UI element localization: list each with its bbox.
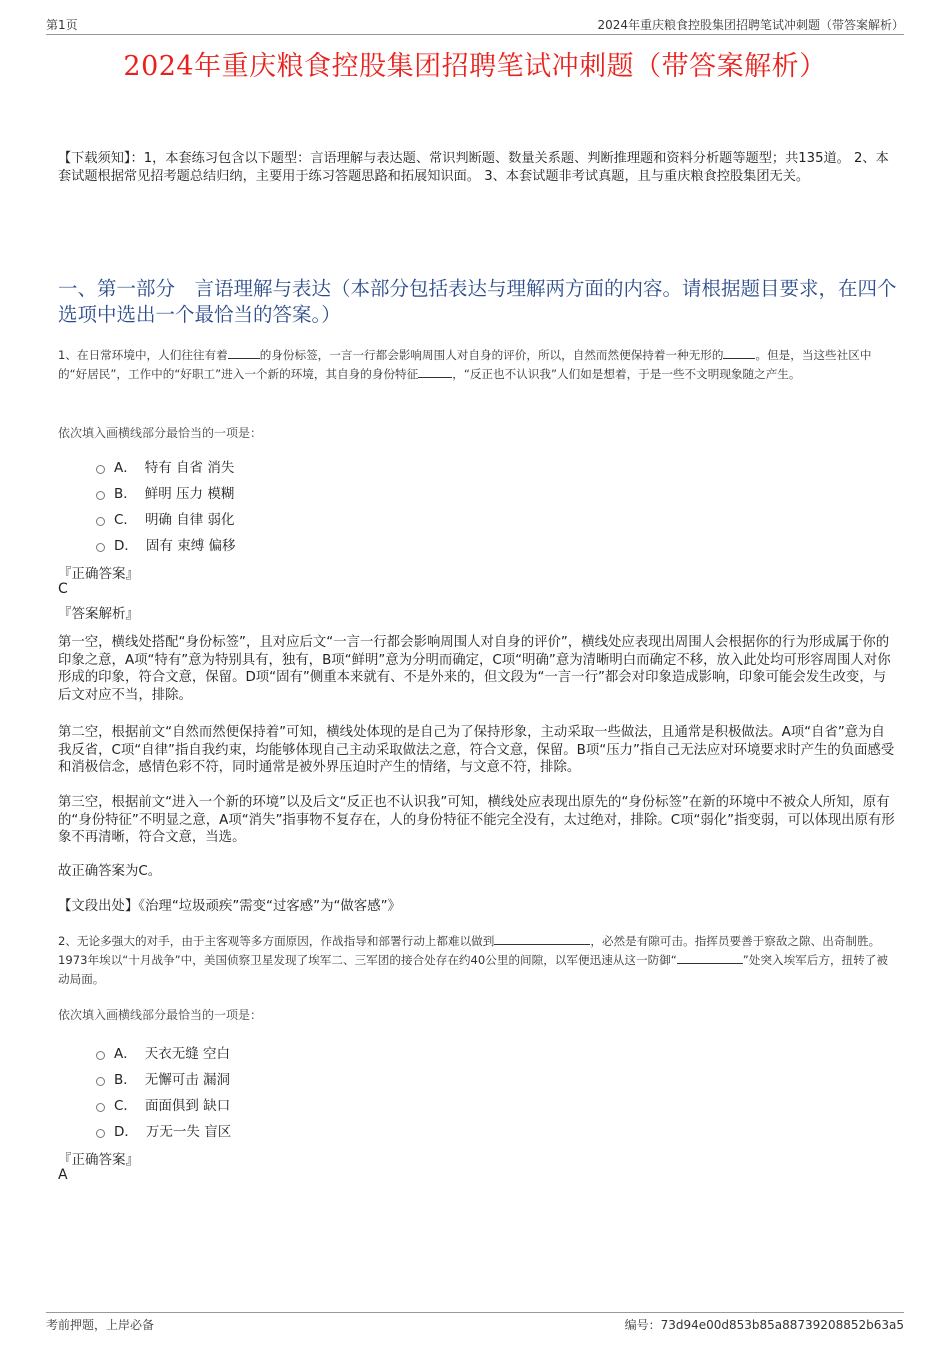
radio-icon[interactable] — [96, 1103, 105, 1112]
option-b[interactable] — [96, 1065, 231, 1091]
option-text: 万无一失 盲区 — [145, 1124, 232, 1140]
option-text: 无懈可击 漏洞 — [144, 1072, 231, 1088]
q2-text-part: ”处突入埃军后方，扭转了被动局面。 — [58, 953, 888, 986]
section-heading: 一、第一部分 言语理解与表达（本部分包括表达与理解两方面的内容。请根据题目要求，在四个选项中选出一个最恰当的答案。） — [58, 277, 897, 326]
q2-text-part: ，必然是有隙可击。指挥员要善于察敌之隙、出奇制胜。1973年埃以“十月战争”中，美国侦察卫星发现了埃军二、三军团的接合处存在约40公里的间隙，以军便迅速从这一防御“ — [58, 934, 881, 967]
page-header — [46, 14, 904, 35]
option-a[interactable] — [96, 1039, 231, 1065]
option-text: 明确 自律 弱化 — [144, 512, 235, 528]
q1-text-part: 。但是，当这些社区中的“好居民”，工作中的“好职工”进入一个新的环境，其自身的身份特征 — [58, 348, 872, 381]
correct-answer: A — [58, 1167, 68, 1183]
analysis-conclusion: 故正确答案为C。 — [58, 864, 162, 879]
option-text: 固有 束缚 偏移 — [145, 538, 236, 554]
option-a[interactable] — [96, 453, 236, 479]
option-text: 鲜明 压力 模糊 — [144, 486, 235, 502]
fill-blank — [418, 365, 452, 378]
analysis-paragraph-2: 第二空，根据前文“自然而然便保持着”可知，横线处体现的是自己为了保持形象，主动采取一些做法，且通常是积极做法。A项“自省”意为自我反省，C项“自律”指自我约束，均能够体现自己主动采取做法之意，符合文意，保留。B项“压力”指自己无法应对环境要求时产生的负面感受和消极信念，感情色彩不符，同时通常是被外界压迫时产生的情绪，与文意不符，排除。 — [58, 725, 895, 775]
fill-blank — [723, 346, 755, 359]
radio-icon[interactable] — [96, 491, 105, 500]
q1-text-part: 1、在日常环境中，人们往往有着 — [58, 348, 228, 362]
option-c[interactable] — [96, 505, 236, 531]
option-text: 天衣无缝 空白 — [144, 1046, 231, 1062]
radio-icon[interactable] — [96, 543, 105, 552]
source-citation: 【文段出处】《治理“垃圾顽疾”需变“过客感”为“做客感”》 — [58, 899, 401, 914]
option-c[interactable] — [96, 1091, 231, 1117]
page-number: 第1页 — [46, 18, 78, 32]
option-text: 特有 自省 消失 — [144, 460, 235, 476]
download-notice: 【下载须知】：1，本套练习包含以下题型：言语理解与表达题、常识判断题、数量关系题、判断推理题和资料分析题等题型；共135道。 2、本套试题根据常见招考题总结归纳，主要用于练习答题思路和拓展知识面。 3、本套试题非考试真题，且与重庆粮食控股集团无关。 — [58, 151, 889, 184]
radio-icon[interactable] — [96, 1129, 105, 1138]
question-1-options — [96, 453, 236, 557]
radio-icon[interactable] — [96, 1077, 105, 1086]
option-letter: A． — [114, 1046, 137, 1062]
option-letter: A． — [114, 460, 137, 476]
radio-icon[interactable] — [96, 1051, 105, 1060]
page-title: 2024年重庆粮食控股集团招聘笔试冲刺题（带答案解析） — [123, 51, 827, 82]
fill-blank — [677, 951, 743, 964]
option-letter: D． — [114, 538, 138, 554]
option-letter: B． — [114, 486, 137, 502]
option-d[interactable] — [96, 1117, 231, 1143]
option-letter: C． — [114, 1098, 137, 1114]
q1-text-part: ，“反正也不认识我”人们如是想着，于是一些不文明现象随之产生。 — [452, 367, 801, 381]
q2-text-part: 2、无论多强大的对手，由于主客观等多方面原因，作战指导和部署行动上都难以做到 — [58, 934, 495, 948]
question-1-instruction: 依次填入画横线部分最恰当的一项是： — [58, 426, 263, 440]
option-d[interactable] — [96, 531, 236, 557]
option-letter: C． — [114, 512, 137, 528]
question-2-options — [96, 1039, 231, 1143]
option-text: 面面俱到 缺口 — [144, 1098, 231, 1114]
fill-blank — [228, 346, 260, 359]
correct-answer: C — [58, 581, 68, 597]
option-letter: D． — [114, 1124, 138, 1140]
option-b[interactable] — [96, 479, 236, 505]
question-2-stem — [58, 932, 898, 989]
footer-slogan: 考前押题，上岸必备 — [46, 1318, 155, 1332]
answer-tag: 『正确答案』 — [58, 1152, 139, 1168]
q1-text-part: 的身份标签，一言一行都会影响周围人对自身的评价，所以，自然而然便保持着一种无形的 — [259, 348, 724, 362]
fill-blank — [494, 932, 590, 945]
page-footer — [46, 1312, 904, 1335]
question-1-stem — [58, 346, 898, 384]
analysis-tag: 『答案解析』 — [58, 606, 139, 622]
option-letter: B． — [114, 1072, 137, 1088]
document-serial: 编号：73d94e00d853b85a88739208852b63a5 — [624, 1318, 904, 1332]
analysis-paragraph-3: 第三空，根据前文“进入一个新的环境”以及后文“反正也不认识我”可知，横线处应表现出原先的“身份标签”在新的环境中不被众人所知，原有的“身份特征”不明显之意，A项“消失”指事物不复存在，人的身份特征不能完全没有，太过绝对，排除。C项“弱化”指变弱，可以体现出原有形象不再清晰，符合文意，当选。 — [58, 795, 895, 845]
radio-icon[interactable] — [96, 465, 105, 474]
header-doc-title: 2024年重庆粮食控股集团招聘笔试冲刺题（带答案解析） — [597, 18, 904, 32]
answer-tag: 『正确答案』 — [58, 566, 139, 582]
question-2-instruction: 依次填入画横线部分最恰当的一项是： — [58, 1008, 263, 1022]
radio-icon[interactable] — [96, 517, 105, 526]
analysis-paragraph-1: 第一空，横线处搭配“身份标签”，且对应后文“一言一行都会影响周围人对自身的评价”，横线处应表现出周围人会根据你的行为形成属于你的印象之意，A项“特有”意为特别具有，独有，B项“鲜明”意为分明而确定，C项“明确”意为清晰明白而确定不移，放入此处均可形容周围人对你形成的印象，符合文意，保留。D项“固有”侧重本来就有、不是外来的，但文段为“一言一行”都会对印象造成影响，印象可能会发生改变，与后文对应不当，排除。 — [58, 635, 891, 703]
